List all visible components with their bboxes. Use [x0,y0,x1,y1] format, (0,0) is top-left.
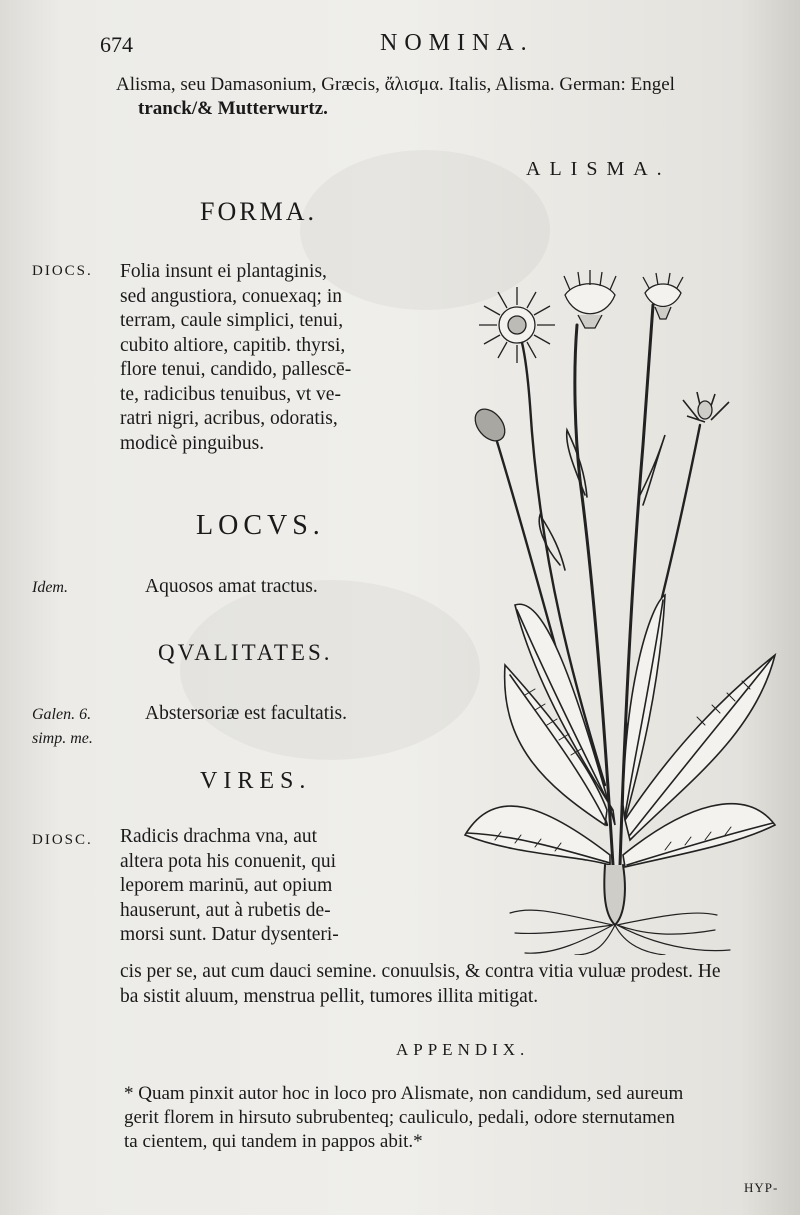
text-line: hauserunt, aut à rubetis de- [120,899,331,921]
text-line: te, radicibus tenuibus, vt ve- [120,383,341,405]
vires-text [120,825,339,948]
qualitates-text [145,702,347,727]
text-line: leporem marinū, aut opium [120,875,333,896]
running-head: NOMINA. [380,30,534,56]
locus-margin-note: Idem. [32,579,68,596]
show-through-smudge [180,580,480,760]
text-line: altera pota his conuenit, qui [120,850,337,872]
text-line: cubito altiore, capitib. thyrsi, [120,334,346,356]
text-line: ratri nigri, acribus, odoratis, [120,408,338,429]
text-line: flore tenui, candido, pallescē- [120,359,352,380]
text-line: Aquosos amat tractus. [145,576,318,597]
text-line: Folia insunt ei plantaginis, [120,261,327,282]
appendix-heading: APPENDIX. [396,1040,530,1059]
text-line: modicè pinguibus. [120,432,265,454]
text-line: sed angustiora, conuexaq; in [120,285,343,307]
locus-text [145,575,318,600]
locus-heading: LOCVS. [196,510,325,541]
forma-margin-note: DIOCS. [32,263,93,279]
qualitates-heading: QVALITATES. [158,640,333,665]
vires-heading: VIRES. [200,768,312,794]
alisma-woodcut-illustration [455,265,785,955]
text-line: Radicis drachma vna, aut [120,826,318,847]
names-line-2: tranck/& Mutterwurtz. [138,98,328,119]
page-number: 674 [100,32,133,57]
appendix-text [124,1082,683,1154]
text-line: * Quam pinxit autor hoc in loco pro Alismate, non candidum, sed aureum [124,1083,684,1104]
names-line-1: Alisma, seu Damasonium, Græcis, ἄλισμα. Italis, Alisma. German: Engel [116,74,675,95]
catchword: HYP- [744,1180,779,1195]
text-line: ta cientem, qui tandem in pappos abit.* [124,1131,423,1152]
text-line: morsi sunt. Datur dysenteri- [120,924,339,945]
forma-text [120,260,351,456]
text-line: gerit florem in hirsuto subrubenteq; cauliculo, pedali, odore sternutamen [124,1107,675,1128]
text-line: cis per se, aut cum dauci semine. conuulsis, & contra vitia vuluæ prodest. He [120,961,721,982]
text-line: terram, caule simplici, tenui, [120,310,344,331]
text-line: ba sistit aluum, menstrua pellit, tumores illita mitigat. [120,985,539,1007]
vires-continuation [120,960,721,1009]
forma-heading: FORMA. [200,197,317,226]
qualitates-margin-note-1: Galen. 6. [32,706,92,723]
text-line: Abstersoriæ est facultatis. [145,703,347,724]
qualitates-margin-note-2: simp. me. [32,730,93,747]
vires-margin-note: DIOSC. [32,832,93,848]
plant-title: ALISMA. [526,158,671,180]
